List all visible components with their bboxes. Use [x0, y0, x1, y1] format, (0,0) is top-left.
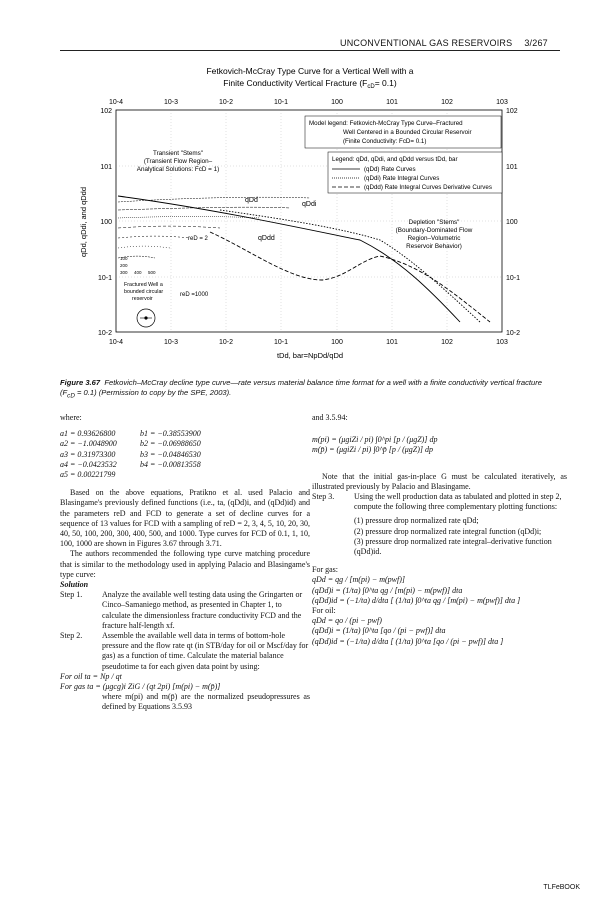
svg-text:102: 102 — [441, 339, 453, 346]
oil-pseudotime-eq: For oil ta = Np / qt — [60, 671, 122, 681]
svg-text:(Transient Flow Region–: (Transient Flow Region– — [143, 158, 213, 165]
svg-text:102: 102 — [100, 108, 112, 115]
svg-text:bounded circular: bounded circular — [124, 289, 164, 295]
plotting-functions-list: (1) pressure drop normalized rate qDd; (2) pressure drop normalized rate integral function (qDd)i; (3) pressure drop normalized rate integral–derivative function (qDd)id. — [354, 516, 552, 557]
caption-label: Figure 3.67 — [60, 378, 101, 387]
where-label: where: — [60, 413, 82, 422]
svg-text:10-1: 10-1 — [273, 339, 289, 346]
right-column — [312, 413, 567, 647]
transient-label — [137, 150, 219, 173]
svg-text:(qDdd) Rate Integral Curves De: (qDdd) Rate Integral Curves Derivative Curves — [364, 184, 492, 191]
running-header — [340, 38, 548, 48]
x-axis-label: tDd, bar=NpDd/qDd — [276, 351, 344, 360]
for-gas-label: For gas: — [312, 565, 338, 575]
svg-text:Region–Volumetric: Region–Volumetric — [407, 235, 461, 242]
svg-text:500: 500 — [148, 270, 156, 275]
curve-labels — [180, 197, 317, 298]
qdd-curve — [118, 196, 460, 322]
eq-m-pbar: m(p̄) = (μgiZi / pi) ∫0^p̄ [p / (μgZ)] dp — [312, 445, 433, 455]
figure-title-line2: Finite Conductivity Vertical Fracture $(F_{cD}= 0.1)$ — [223, 78, 397, 90]
reD-small-labels — [120, 256, 156, 275]
note-paragraph: Note that the initial gas-in-place G must be calculated iteratively, as illustrated previously by Palacio and Blasingame. — [312, 471, 567, 491]
footer-mark: TLFeBOOK — [543, 884, 580, 891]
svg-text:reD = 2: reD = 2 — [188, 236, 208, 242]
svg-text:reD =1000: reD =1000 — [180, 292, 209, 298]
svg-text:10-2: 10-2 — [97, 330, 112, 337]
y-ticks-right — [506, 108, 520, 337]
svg-text:102: 102 — [441, 99, 453, 106]
svg-text:400: 400 — [134, 270, 142, 275]
svg-text:101: 101 — [386, 339, 398, 346]
svg-text:10-4: 10-4 — [108, 339, 124, 346]
svg-text:103: 103 — [496, 339, 508, 346]
svg-text:100: 100 — [506, 219, 518, 226]
svg-text:(qDd) Rate Curves: (qDd) Rate Curves — [364, 166, 416, 173]
coefficient-table: a1 = 0.93626800 b1 = −0.38553900 a2 = −1.0048900 b2 = −0.06988650 a3 = 0.31973300 b3 = −0.04846530 a4 = −0.0423532 b4 = −0.00813558 a5 = 0.00221799 — [60, 429, 201, 480]
svg-text:Fractured Well a: Fractured Well a — [124, 282, 163, 288]
oil-eq-3: (qDd)id = (−1/ta) d/dta [ (1/ta) ∫0^ta [qo / (pi − pwf)] dta ] — [312, 636, 504, 646]
y-axis-label: qDd, qDdi, and qDdd — [79, 186, 88, 258]
well-label — [124, 282, 163, 302]
x-ticks-top — [109, 99, 508, 106]
svg-text:qDdi: qDdi — [302, 201, 317, 208]
y-ticks-left — [98, 108, 112, 337]
oil-eq-1: qDd = qo / (pi − pwf) — [312, 616, 382, 626]
svg-text:qDdd: qDdd — [258, 235, 275, 242]
svg-text:(Boundary-Dominated Flow: (Boundary-Dominated Flow — [395, 227, 473, 234]
svg-text:(qDdi) Rate Integral Curves: (qDdi) Rate Integral Curves — [364, 175, 440, 182]
svg-text:reservoir: reservoir — [132, 296, 153, 302]
svg-text:102: 102 — [506, 108, 518, 115]
depletion-label — [396, 219, 473, 250]
gas-eq-1: qDd = qg / [m(pi) − m(pwf)] — [312, 575, 406, 585]
figure-caption: Figure 3.67 Fetkovich–McCray decline type curve—rate versus material balance time format for a well with a finite conductivity vertical fracture $(F_{cD} = 0.1)$ (Permission to copy by the SPE, 2003). — [60, 378, 542, 400]
svg-text:101: 101 — [506, 164, 518, 171]
svg-text:10-3: 10-3 — [163, 99, 179, 106]
svg-text:100: 100 — [100, 219, 112, 226]
svg-text:Analytical Solutions: FcD = 1): Analytical Solutions: FcD = 1) — [136, 166, 220, 173]
step-1: Step 1. Analyze the available well testing data using the Gringarten or Cinco–Samaniego method, as presented in Chapter 1, to calculate the dimensionless fracture conductivity FCD and the fracture half-length xf. — [60, 590, 303, 630]
for-oil-label: For oil: — [312, 606, 336, 616]
svg-text:Model legend: Fetkovich-McCra: Model legend: Fetkovich-McCray Type Curve–Fractured — [309, 120, 463, 127]
page-number: 3/267 — [524, 38, 548, 48]
caption-text: Fetkovich–McCray decline type curve—rate versus material balance time format for a well with a finite conductivity vertical fracture (F — [60, 378, 542, 397]
svg-text:qDd: qDd — [245, 197, 258, 204]
svg-text:101: 101 — [386, 99, 398, 106]
svg-text:200: 200 — [120, 263, 128, 268]
equation-ref: and 3.5.94: — [312, 413, 348, 422]
gas-eq-2: (qDd)i = (1/ta) ∫0^ta qg / [m(pi) − m(pwf)] dta — [312, 585, 463, 595]
svg-text:10-1: 10-1 — [97, 275, 112, 282]
type-curve-figure — [60, 60, 560, 380]
svg-text:Well Centered in a Bounded Cir: Well Centered in a Bounded Circular Reservoir — [343, 129, 472, 136]
svg-text:Transient "Stems": Transient "Stems" — [152, 150, 204, 157]
svg-text:Reservoir Behavior): Reservoir Behavior) — [406, 243, 462, 250]
model-legend — [305, 116, 501, 148]
paragraph-2: The authors recommended the following type curve matching procedure that is similar to the methodology used in applying Palacio and Blasingame's type curve: — [60, 549, 310, 579]
svg-text:10-3: 10-3 — [163, 339, 179, 346]
header-title: UNCONVENTIONAL GAS RESERVOIRS — [340, 38, 513, 48]
depletion-curves — [118, 196, 490, 322]
oil-eq-2: (qDd)i = (1/ta) ∫0^ta [qo / (pi − pwf)] dta — [312, 626, 446, 636]
solution-heading: Solution — [60, 580, 89, 590]
where-normalized: where m(pi) and m(p̄) are the normalized pseudopressures as defined by Equations 3.5.93 — [102, 692, 310, 712]
well-diagram-icon — [137, 309, 155, 327]
figure-title-line1: Fetkovich-McCray Type Curve for a Vertical Well with a — [206, 66, 414, 76]
gas-eq-3: (qDd)id = (−1/ta) d/dta [ (1/ta) ∫0^ta qg / [m(pi) − m(pwf)] dta ] — [312, 595, 521, 605]
svg-text:103: 103 — [496, 99, 508, 106]
svg-text:10-4: 10-4 — [108, 99, 124, 106]
svg-text:Depletion "Stems": Depletion "Stems" — [408, 219, 460, 226]
svg-text:10-2: 10-2 — [506, 330, 521, 337]
step-3: Step 3. Using the well production data as tabulated and plotted in step 2, compute the following three complementary plotting functions: — [312, 492, 562, 512]
svg-text:101: 101 — [100, 164, 112, 171]
svg-text:100: 100 — [331, 339, 343, 346]
curve-legend — [328, 152, 502, 193]
x-ticks-bottom — [109, 339, 508, 346]
paragraph-1: Based on the above equations, Pratikno et al. used Palacio and Blasingame's previously defined functions (i.e., ta, (qDd)i, and (qDd)id) and the parameters reD and FCD to generate a set of decline curves for a sequence of 13 values for FCD with a sampling of reD = 2, 3, 4, 5, 10, 20, 30, 40, 50, 100, 200, 300, 400, 500, and 1000. Type curves for FCD of 0.1, 1, 10, 100, 1000 are shown in Figures 3.67 through 3.71. — [60, 488, 310, 549]
left-column — [60, 413, 310, 713]
svg-text:Legend: qDd, qDdi, and qDdd ve: Legend: qDd, qDdi, and qDdd versus tDd, bar — [332, 156, 458, 163]
svg-text:10-2: 10-2 — [218, 99, 234, 106]
svg-text:100: 100 — [331, 99, 343, 106]
svg-text:10-2: 10-2 — [218, 339, 234, 346]
header-rule — [60, 50, 560, 51]
svg-text:(Finite Conductivity: FcD= 0.1: (Finite Conductivity: FcD= 0.1) — [343, 138, 427, 145]
eq-m-pi: m(pi) = (μgiZi / pi) ∫0^pi [p / (μgZ)] dp — [312, 435, 438, 445]
gas-pseudotime-eq: For gas ta = (μgcg)i ZiG / (qt 2pi) [m(pi) − m(p̄)] — [60, 682, 221, 692]
svg-text:10-1: 10-1 — [506, 275, 521, 282]
transient-stems — [118, 197, 310, 258]
svg-text:10-1: 10-1 — [273, 99, 289, 106]
step-2: Step 2. Assemble the available well data in terms of bottom-hole pressure and the flow rate qt (in STB/day for oil or Mscf/day for gas) as a function of time. Calculate the material balance pseudotime ta for each given data point by using: — [60, 631, 309, 671]
svg-text:100: 100 — [120, 256, 128, 261]
svg-text:300: 300 — [120, 270, 128, 275]
